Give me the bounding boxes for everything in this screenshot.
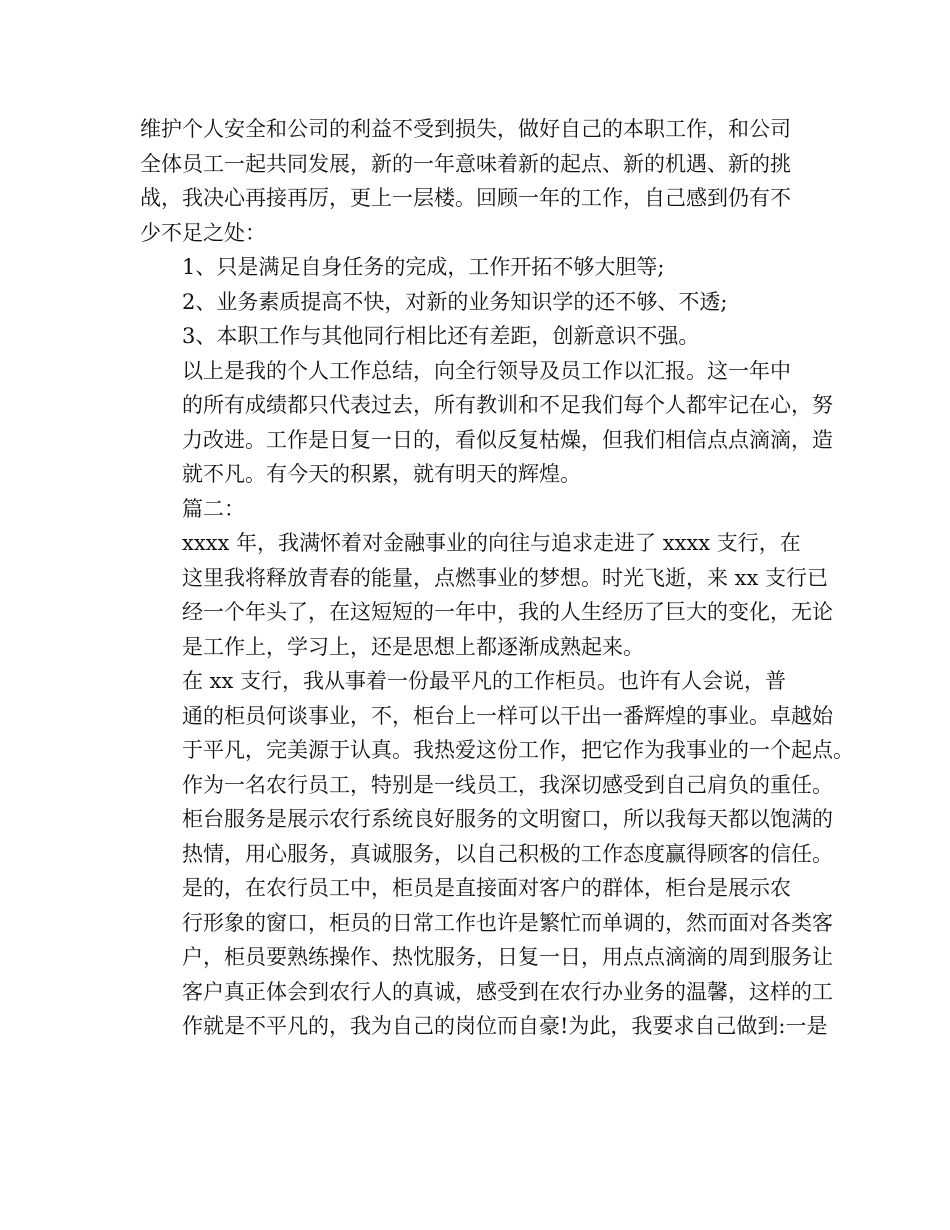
text-line: 力改进。工作是日复一日的，看似反复枯燥，但我们相信点点滴滴，造 <box>182 427 833 452</box>
text-line: 全体员工一起共同发展，新的一年意味着新的起点、新的机遇、新的挑 <box>140 151 791 176</box>
text-line: 于平凡，完美源于认真。我热爱这份工作，把它作为我事业的一个起点。 <box>182 738 854 762</box>
text-line: 3、本职工作与其他同行相比还有差距，创新意识不强。 <box>182 324 700 348</box>
paragraph <box>140 250 813 285</box>
text-line: 战，我决心再接再厉，更上一层楼。回顾一年的工作，自己感到仍有不 <box>140 186 791 210</box>
document-body <box>140 112 854 1044</box>
text-line: xxxx 年，我满怀着对金融事业的向往与追求走进了 xxxx 支行，在 <box>182 531 801 555</box>
text-line: 是工作上，学习上，还是思想上都逐渐成熟起来。 <box>182 634 644 659</box>
text-line: 是的，在农行员工中，柜员是直接面对客户的群体，柜台是展示农 <box>182 876 791 900</box>
text-line: 热情，用心服务，真诚服务，以自己积极的工作态度赢得顾客的信任。 <box>182 841 833 866</box>
text-line: 少不足之处： <box>140 220 266 245</box>
text-line: 户，柜员要熟练操作、热忱服务，日复一日，用点点滴滴的周到服务让 <box>182 945 833 969</box>
text-line: 作为一名农行员工，特别是一线员工，我深切感受到自己肩负的重任。 <box>182 772 833 797</box>
text-line: 客户真正体会到农行人的真诚，感受到在农行办业务的温馨，这样的工 <box>182 979 833 1004</box>
text-line: 在 xx 支行，我从事着一份最平凡的工作柜员。也许有人会说，普 <box>182 669 787 693</box>
paragraph <box>140 664 854 871</box>
paragraph <box>140 526 833 664</box>
paragraph <box>140 319 813 354</box>
text-line: 柜台服务是展示农行系统良好服务的文明窗口，所以我每天都以饱满的 <box>182 807 833 831</box>
text-line: 经一个年头了，在这短短的一年中，我的人生经历了巨大的变化，无论 <box>182 600 833 624</box>
text-line: 作就是不平凡的，我为自己的岗位而自豪!为此，我要求自己做到:一是 <box>182 1014 828 1038</box>
text-line: 的所有成绩都只代表过去，所有教训和不足我们每个人都牢记在心，努 <box>182 393 833 417</box>
paragraph <box>140 112 813 250</box>
text-line: 1、只是满足自身任务的完成，工作开拓不够大胆等; <box>182 255 665 279</box>
paragraph <box>140 354 833 492</box>
paragraph <box>140 285 813 320</box>
text-line: 以上是我的个人工作总结，向全行领导及员工作以汇报。这一年中 <box>182 358 791 383</box>
text-line: 行形象的窗口，柜员的日常工作也许是繁忙而单调的，然而面对各类客 <box>182 910 833 935</box>
text-line: 篇二： <box>182 496 245 521</box>
text-line: 通的柜员何谈事业，不，柜台上一样可以干出一番辉煌的事业。卓越始 <box>182 703 833 728</box>
text-line: 维护个人安全和公司的利益不受到损失，做好自己的本职工作，和公司 <box>140 117 791 141</box>
text-line: 这里我将释放青春的能量，点燃事业的梦想。时光飞逝，来 xx 支行已 <box>182 565 829 590</box>
text-line: 就不凡。有今天的积累，就有明天的辉煌。 <box>182 462 581 486</box>
text-line: 2、业务素质提高不快，对新的业务知识学的还不够、不透; <box>182 289 728 314</box>
paragraph <box>140 492 813 527</box>
paragraph <box>140 871 833 1044</box>
